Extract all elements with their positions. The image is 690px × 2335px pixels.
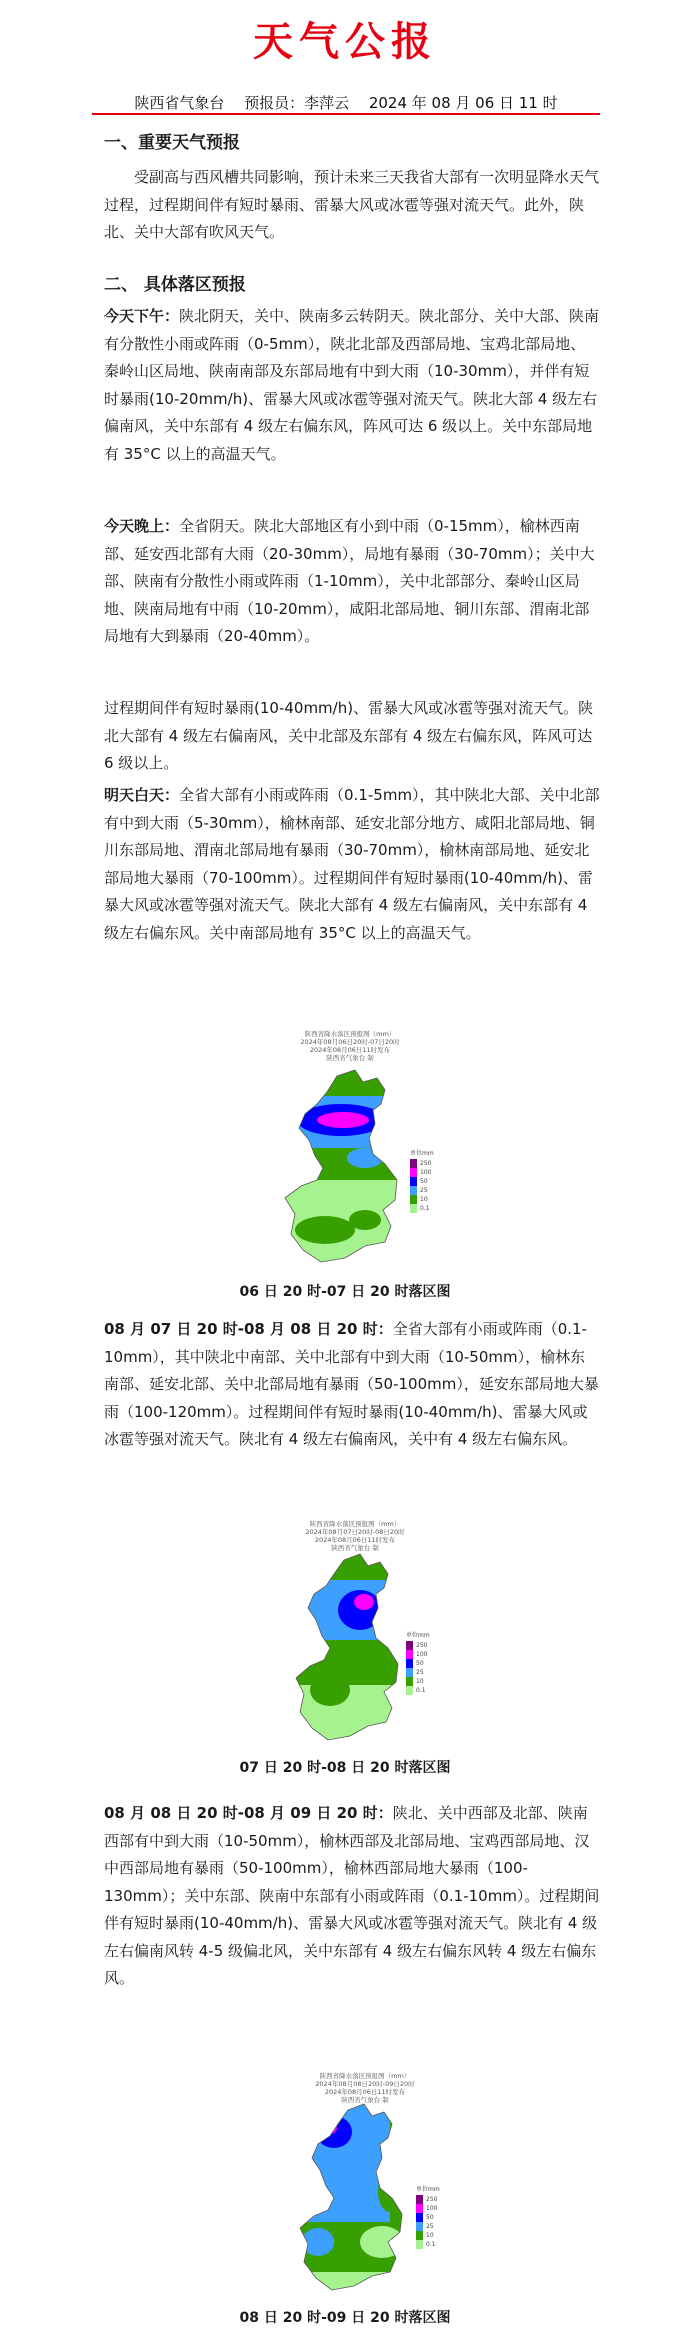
legend-labels: 250 100 50 25 10 0.1 [420, 1160, 432, 1212]
section2-heading: 二、 具体落区预报 [104, 275, 246, 295]
legend-title: 单位mm [416, 2186, 440, 2193]
para-body: 陕北、关中西部及北部、陕南西部有中到大雨（10-50mm），榆林西部及北部局地、宝鸡西部局地、汉中西部局地有暴雨（50-100mm），榆林西部局地大暴雨（100-130mm）；关中东部、陕南中东部有小雨或阵雨（0.1-10mm）。过程期间伴有短时暴雨(10-40mm/h)、雷暴大风或冰雹等强对流天气。陕北有 4 级左右偏南风转 4-5 级偏北风，关中东部有 4 级左右偏东风转 4 级左右偏东风。 [104, 1804, 600, 1987]
map-caption-line: 2024年08月07日20时-08日20时 [305, 1528, 405, 1536]
precip-map-2 [260, 1520, 450, 1750]
section1-text: 受副高与西风槽共同影响，预计未来三天我省大部有一次明显降水天气过程，过程期间伴有短时暴雨、雷暴大风或冰雹等强对流天气。此外，陕北、关中大部有吹风天气。 [104, 168, 600, 241]
map-caption-line: 陕西省气象台 制 [341, 2096, 389, 2104]
para-lead: 明天白天： [104, 786, 180, 804]
map-legend [410, 1148, 450, 1213]
map-legend [406, 1630, 446, 1695]
map1-caption: 06 日 20 时-07 日 20 时落区图 [239, 1284, 451, 1300]
para-body: 全省阴天。陕北大部地区有小到中雨（0-15mm），榆林西南部、延安西北部有大雨（20-30mm），局地有暴雨（30-70mm）；关中大部、陕南有分散性小雨或阵雨（1-10mm），关中北部部分、秦岭山区局地、陕南局地有中雨（10-20mm），咸阳北部局地、铜川东部、渭南北部局地有大到暴雨（20-40mm）。 [104, 517, 595, 645]
precip-map-3 [270, 2072, 460, 2302]
bulletin-header-info: 陕西省气象台 预报员：李萍云 2024 年 08 月 06 日 11 时 [134, 94, 558, 112]
forecast-0807-0808 [104, 1316, 600, 1454]
para-lead: 08 月 07 日 20 时-08 月 08 日 20 时： [104, 1320, 393, 1338]
map2-caption: 07 日 20 时-08 日 20 时落区图 [239, 1760, 451, 1776]
para-lead: 08 月 08 日 20 时-08 月 09 日 20 时： [104, 1804, 393, 1822]
precip-map-1 [245, 1030, 455, 1275]
map-caption-line: 陕西省降水落区预报图（mm） [304, 1030, 396, 1038]
legend-labels: 250 100 50 25 10 0.1 [426, 2196, 438, 2248]
bulletin-title: 天气公报 [253, 19, 437, 65]
map-caption-line: 2024年08月06日11时发布 [309, 1046, 391, 1054]
legend-swatches [406, 1641, 413, 1695]
legend-labels: 250 100 50 25 10 0.1 [416, 1642, 428, 1694]
forecast-0808-0809 [104, 1800, 600, 1993]
legend-swatches [416, 2195, 423, 2249]
section1-heading: 一、重要天气预报 [104, 133, 240, 153]
para-lead: 今天下午： [104, 307, 180, 325]
forecast-tomorrow-daytime [104, 782, 600, 947]
legend-title: 单位mm [406, 1632, 430, 1639]
map-caption-line: 2024年08月06日11时发布 [314, 1536, 396, 1544]
map-caption-line: 陕西省气象台 制 [331, 1544, 379, 1552]
map-caption-line: 陕西省气象台 制 [326, 1054, 374, 1062]
forecast-tonight-convection: 过程期间伴有短时暴雨(10-40mm/h)、雷暴大风或冰雹等强对流天气。陕北大部有 4 级左右偏南风，关中北部及东部有 4 级左右偏东风，阵风可达 6 级以上。 [104, 699, 594, 772]
map-caption-line: 陕西省降水落区预报图（mm） [309, 1520, 401, 1528]
para-body: 陕北阴天，关中、陕南多云转阴天。陕北部分、关中大部、陕南有分散性小雨或阵雨（0-5mm），陕北北部及西部局地、宝鸡北部局地、秦岭山区局地、陕南南部及东部局地有中到大雨（10-30mm），并伴有短时暴雨(10-20mm/h)、雷暴大风或冰雹等强对流天气。陕北大部 4 级左右偏南风，关中东部有 4 级左右偏东风，阵风可达 6 级以上。关中东部局地有 35°C 以上的高温天气。 [104, 307, 600, 463]
para-body: 全省大部有小雨或阵雨（0.1-5mm），其中陕北大部、关中北部有中到大雨（5-30mm），榆林南部、延安北部分地方、咸阳北部局地、铜川东部局地、渭南北部局地有暴雨（30-70mm），榆林南部局地、延安北部局地大暴雨（70-100mm）。过程期间伴有短时暴雨(10-40mm/h)、雷暴大风或冰雹等强对流天气。陕北大部有 4 级左右偏南风，关中东部有 4 级左右偏东风。关中南部局地有 35°C 以上的高温天气。 [104, 786, 600, 942]
legend-title: 单位mm [410, 1150, 434, 1157]
forecast-today-afternoon [104, 303, 600, 468]
map-caption-line: 陕西省降水落区预报图（mm） [319, 2072, 411, 2080]
para-lead: 今天晚上： [104, 517, 180, 535]
map-legend [416, 2184, 456, 2249]
map-caption-line: 2024年08月06日20时-07日20时 [300, 1038, 400, 1046]
header-divider [92, 113, 600, 115]
forecast-tonight [104, 513, 600, 651]
map-caption-line: 2024年08月06日11时发布 [324, 2088, 406, 2096]
map3-caption: 08 日 20 时-09 日 20 时落区图 [239, 2310, 451, 2326]
legend-swatches [410, 1159, 417, 1213]
para-body: 全省大部有小雨或阵雨（0.1-10mm），其中陕北中南部、关中北部有中到大雨（10-50mm），榆林东南部、延安北部、关中北部局地有暴雨（50-100mm），延安东部局地大暴雨（100-120mm）。过程期间伴有短时暴雨(10-40mm/h)、雷暴大风或冰雹等强对流天气。陕北有 4 级左右偏南风，关中有 4 级左右偏东风。 [104, 1320, 599, 1448]
map-caption-line: 2024年08月08日20时-09日20时 [315, 2080, 415, 2088]
